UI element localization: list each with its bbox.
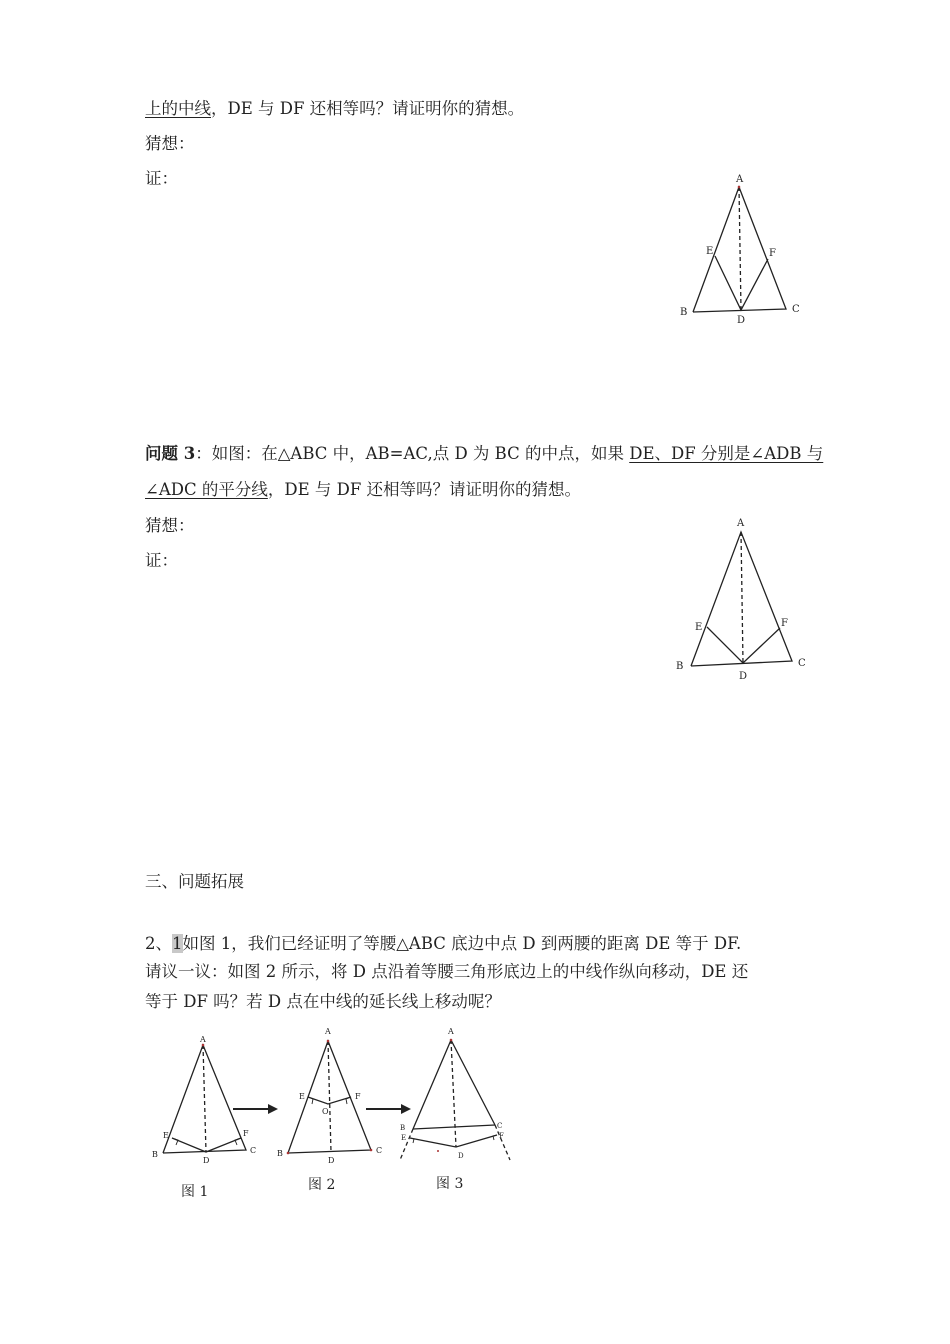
- arrow-2-to-3: [366, 1104, 411, 1114]
- p2-fig-label-a: A: [736, 174, 744, 185]
- vertex-dots: [202, 186, 741, 1155]
- fig2-label-e: E: [299, 1092, 305, 1101]
- p3-fig-label-e: E: [695, 622, 703, 633]
- fig3-label-f: F: [499, 1132, 504, 1140]
- section3-heading: 三、问题拓展: [145, 872, 244, 891]
- fig3-caption: 图 3: [436, 1176, 464, 1192]
- p2-guess-label: 猜想：: [145, 134, 195, 153]
- fig2-caption: 图 2: [308, 1177, 336, 1193]
- fig1-label-d: D: [203, 1156, 210, 1165]
- p3-underlined-a: DE、DF 分别是∠ADB 与: [629, 444, 824, 463]
- p3-text-b: ，DE 与 DF 还相等吗？请证明你的猜想。: [267, 480, 582, 499]
- figure-1-triangle: [163, 1045, 246, 1153]
- fig2-label-c: C: [376, 1146, 383, 1155]
- p3-fig-label-b: B: [676, 661, 684, 672]
- q2-line2: 请议一议：如图 2 所示，将 D 点沿着等腰三角形底边上的中线作纵向移动，DE 还: [145, 962, 749, 981]
- q2-line3: 等于 DF 吗？若 D 点在中线的延长线上移动呢？: [145, 992, 501, 1011]
- fig1-label-a: A: [200, 1035, 206, 1044]
- fig1-label-f: F: [243, 1129, 249, 1138]
- q2-text-line1: 如图 1，我们已经证明了等腰△ABC 底边中点 D 到两腰的距离 DE 等于 DF.: [182, 934, 742, 953]
- q2-comment-mark[interactable]: 1: [172, 934, 183, 953]
- fig3-label-d: D: [458, 1152, 464, 1160]
- p3-fig-label-a: A: [737, 518, 745, 529]
- fig1-caption: 图 1: [181, 1184, 209, 1200]
- arrow-1-to-2: [233, 1104, 278, 1114]
- figure-p3-triangle: [691, 532, 792, 666]
- p3-fig-label-c: C: [798, 658, 806, 669]
- p2-fig-label-d: D: [737, 315, 746, 326]
- fig2-label-o: O: [322, 1107, 329, 1116]
- p3-guess-label: 猜想：: [145, 516, 195, 535]
- fig1-label-b: B: [152, 1150, 158, 1159]
- p3-fig-label-d: D: [739, 671, 748, 682]
- p2-proof-label: 证：: [145, 169, 178, 188]
- fig2-label-d: D: [328, 1156, 335, 1165]
- p2-fig-label-c: C: [792, 304, 800, 315]
- p2-fig-label-b: B: [680, 307, 688, 318]
- p3-proof-label: 证：: [145, 551, 178, 570]
- p2-fig-label-e: E: [706, 246, 714, 257]
- fig2-label-b: B: [277, 1149, 283, 1158]
- fig1-label-e: E: [163, 1131, 169, 1140]
- fig3-label-e: E: [401, 1134, 407, 1142]
- fig2-label-a: A: [325, 1027, 331, 1036]
- fig3-label-b: B: [400, 1124, 406, 1132]
- p2-underlined-text: 上的中线: [145, 99, 211, 118]
- figure-3-triangle: [400, 1040, 510, 1160]
- p3-text-a: ：如图：在△ABC 中，AB=AC,点 D 为 BC 的中点，如果: [195, 444, 630, 463]
- p2-question-text: ，DE 与 DF 还相等吗？请证明你的猜想。: [211, 99, 525, 118]
- p2-fig-label-f: F: [769, 248, 776, 259]
- fig3-label-a: A: [448, 1027, 454, 1036]
- fig3-label-c: C: [497, 1122, 503, 1130]
- q2-prefix: 2、: [145, 934, 172, 953]
- p3-underlined-b: ∠ADC 的平分线: [145, 480, 268, 499]
- fig2-label-f: F: [355, 1092, 361, 1101]
- p3-fig-label-f: F: [781, 618, 788, 629]
- fig1-label-c: C: [250, 1146, 257, 1155]
- p3-label: 问题 3: [145, 444, 196, 463]
